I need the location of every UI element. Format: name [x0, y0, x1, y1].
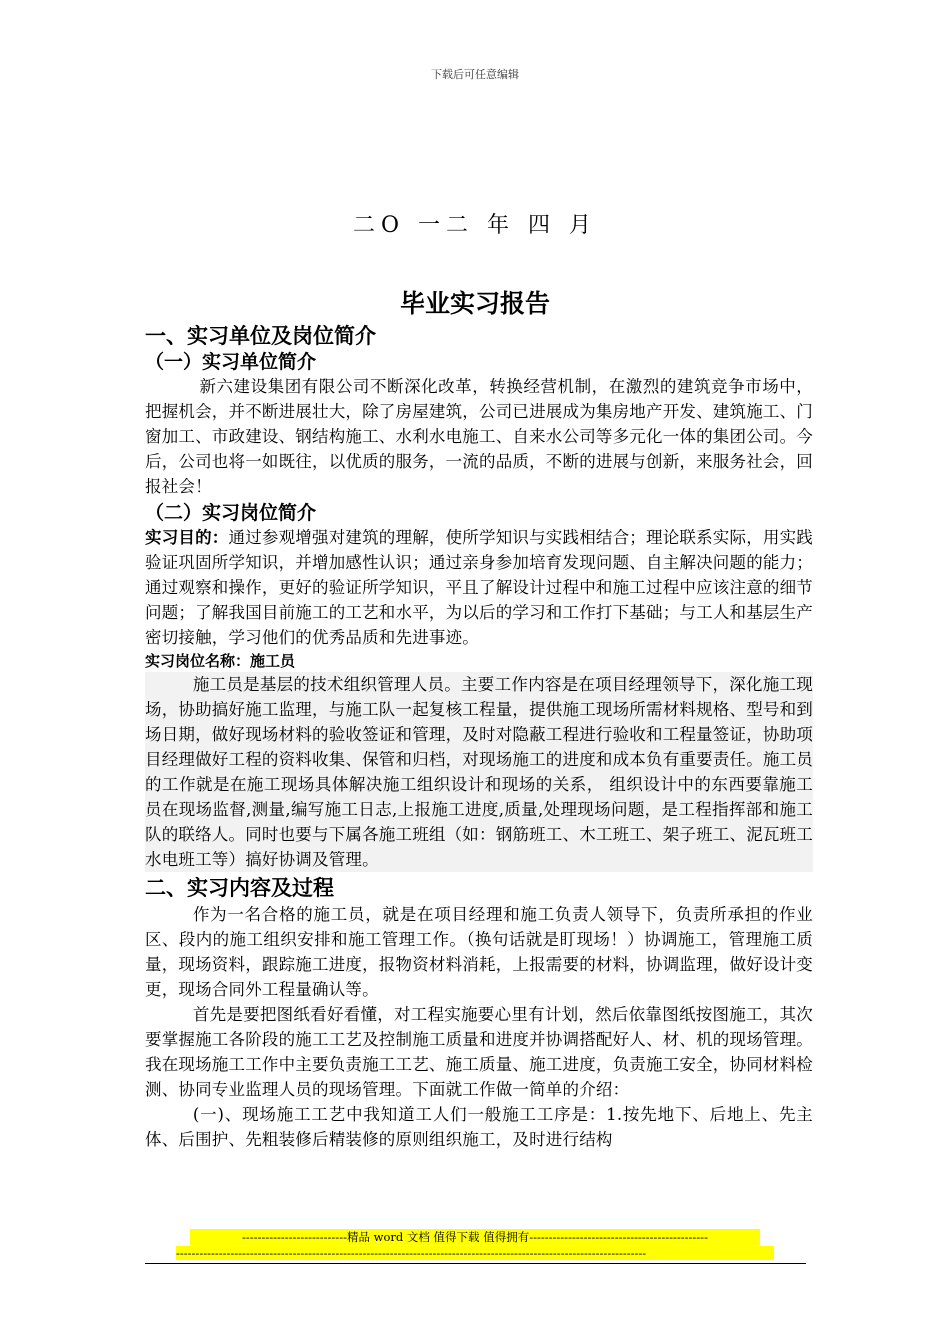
- report-body: [145, 322, 813, 1152]
- footer-banner-line1: ---------------------------精品 word 文档 值得下载 值得拥有----------------------------------------------: [190, 1229, 760, 1245]
- footer-rule: [145, 1263, 806, 1264]
- date-line: 二O 一二 年 四 月: [352, 213, 597, 238]
- post-description-paragraph: 施工员是基层的技术组织管理人员。主要工作内容是在项目经理领导下，深化施工现场，协助搞好施工监理，与施工队一起复核工程量，提供施工现场所需材料规格、型号和到场日期，做好现场材料的验收签证和管理，及时对隐蔽工程进行验收和工程量签证，协助项目经理做好工程的资料收集、保管和归档，对现场施工的进度和成本负有重要责任。施工员的工作就是在施工现场具体解决施工组织设计和现场的关系， 组织设计中的东西要靠施工员在现场监督,测量,编写施工日志,上报施工进度,质量,处理现场问题，是工程指挥部和施工队的联络人。同时也要与下属各施工班组（如：钢筋班工、木工班工、架子班工、泥瓦班工水电班工等）搞好协调及管理。: [145, 672, 813, 872]
- purpose-paragraph: [145, 525, 813, 650]
- section1-heading: 一、实习单位及岗位简介: [145, 324, 376, 348]
- footer-banner-line2: -------------------------------------------------------------------------------------------------------------------------: [176, 1246, 774, 1260]
- section1-sub1-heading: （一）实习单位简介: [145, 351, 317, 373]
- section2-heading: 二、实习内容及过程: [145, 876, 334, 900]
- section2-paragraph-2: 首先是要把图纸看好看懂，对工程实施要心里有计划，然后依靠图纸按图施工，其次要掌握施工各阶段的施工工艺及控制施工质量和进度并协调搭配好人、材、机的现场管理。我在现场施工工作中主要负责施工工艺、施工质量、施工进度，负责施工安全，协同材料检测、协同专业监理人员的现场管理。下面就工作做一简单的介绍：: [145, 1005, 813, 1099]
- purpose-label: 实习目的：: [145, 528, 229, 547]
- post-name: 实习岗位名称：施工员: [145, 652, 296, 670]
- purpose-text: 通过参观增强对建筑的理解，使所学知识与实践相结合；理论联系实际，用实践验证巩固所学知识，并增加感性认识；通过亲身参加培育发现问题、自主解决问题的能力；通过观察和操作，更好的验证所学知识，平且了解设计过程中和施工过程中应该注意的细节问题；了解我国目前施工的工艺和水平，为以后的学习和工作打下基础；与工人和基层生产密切接触，学习他们的优秀品质和先进事迹。: [145, 528, 813, 647]
- header-note: 下载后可任意编辑: [431, 68, 519, 81]
- company-intro-paragraph: 新六建设集团有限公司不断深化改革，转换经营机制，在激烈的建筑竞争市场中，把握机会，并不断进展壮大，除了房屋建筑，公司已进展成为集房地产开发、建筑施工、门窗加工、市政建设、钢结构施工、水利水电施工、自来水公司等多元化一体的集团公司。今后，公司也将一如既往，以优质的服务，一流的品质，不断的进展与创新，来服务社会，回报社会！: [145, 377, 813, 496]
- section2-paragraph-1: 作为一名合格的施工员，就是在项目经理和施工负责人领导下，负责所承担的作业区、段内的施工组织安排和施工管理工作。（换句话就是盯现场！）协调施工，管理施工质量，现场资料，跟踪施工进度，报物资材料消耗，上报需要的材料，协调监理，做好设计变更，现场合同外工程量确认等。: [145, 905, 813, 999]
- section1-sub2-heading: （二）实习岗位简介: [145, 502, 317, 524]
- section2-paragraph-3: (一)、现场施工工艺中我知道工人们一般施工工序是：1.按先地下、后地上、先主体、后围护、先粗装修后精装修的原则组织施工，及时进行结构: [145, 1105, 813, 1149]
- document-title: 毕业实习报告: [399, 289, 550, 318]
